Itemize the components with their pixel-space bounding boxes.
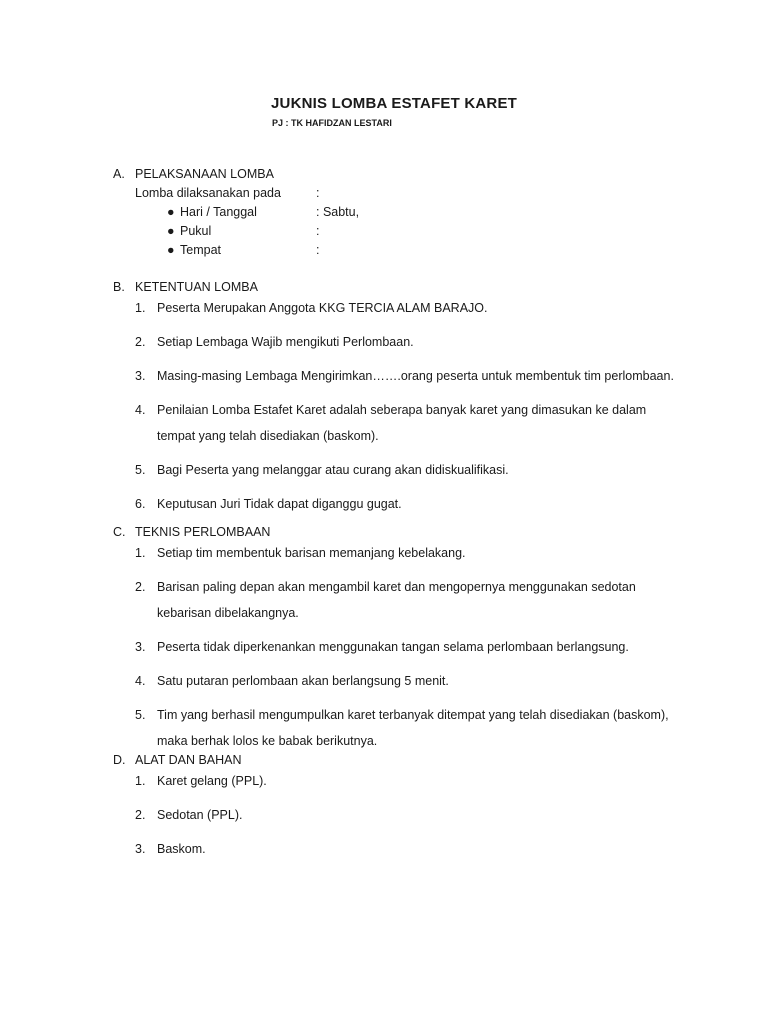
intro-row [135, 186, 359, 200]
section-title: TEKNIS PERLOMBAAN [135, 525, 271, 539]
list-text: Peserta tidak diperkenankan menggunakan tangan selama perlombaan berlangsung. [157, 640, 629, 654]
list-text: Bagi Peserta yang melanggar atau curang akan didiskualifikasi. [157, 463, 509, 477]
list-number: 2. [135, 580, 146, 594]
section-letter: B. [113, 280, 125, 294]
list-number: 1. [135, 774, 146, 788]
list-number: 3. [135, 369, 146, 383]
bullet-value: : [316, 224, 320, 238]
section-letter: A. [113, 167, 125, 181]
section-teknis [113, 525, 677, 754]
list-text: Setiap tim membentuk barisan memanjang kebelakang. [157, 546, 466, 560]
list-number: 1. [135, 546, 146, 560]
bullet-dot-icon: ● [167, 224, 175, 238]
list-text: Satu putaran perlombaan akan berlangsung 5 menit. [157, 674, 449, 688]
list-item [113, 702, 677, 754]
list-item [113, 574, 677, 626]
bullet-dot-icon: ● [167, 205, 175, 219]
section-title: ALAT DAN BAHAN [135, 753, 242, 767]
list-number: 5. [135, 463, 146, 477]
section-heading [113, 753, 677, 767]
list-item [113, 363, 677, 389]
list-item [113, 397, 677, 449]
bullet-dot-icon: ● [167, 243, 175, 257]
section-letter: D. [113, 753, 126, 767]
section-letter: C. [113, 525, 126, 539]
list-text: Penilaian Lomba Estafet Karet adalah seberapa banyak karet yang dimasukan ke dalam tempat yang telah disediakan (baskom). [157, 403, 647, 443]
list-item [113, 634, 677, 660]
section-heading [113, 167, 359, 181]
section-alat-bahan [113, 753, 677, 862]
list-text: Karet gelang (PPL). [157, 774, 267, 788]
document-title: JUKNIS LOMBA ESTAFET KARET [271, 95, 518, 112]
section-title: PELAKSANAAN LOMBA [135, 167, 274, 181]
list-number: 1. [135, 301, 146, 315]
section-pelaksanaan [113, 167, 359, 257]
numbered-list [113, 540, 677, 754]
list-number: 4. [135, 403, 146, 417]
list-item [113, 802, 677, 828]
list-number: 3. [135, 842, 146, 856]
list-text: Masing-masing Lembaga Mengirimkan…….orang peserta untuk membentuk tim perlombaan. [157, 369, 674, 383]
list-text: Keputusan Juri Tidak dapat diganggu gugat. [157, 497, 402, 511]
list-item [113, 295, 677, 321]
list-text: Barisan paling depan akan mengambil karet dan mengopernya menggunakan sedotan kebarisan dibelakangnya. [157, 580, 636, 620]
intro-label: Lomba dilaksanakan pada [135, 186, 281, 200]
numbered-list [113, 768, 677, 862]
bullet-value: : [316, 243, 320, 257]
list-item [113, 329, 677, 355]
list-item [113, 540, 677, 566]
list-item [113, 491, 677, 517]
bullet-row [167, 205, 359, 219]
list-item [113, 768, 677, 794]
list-item [113, 457, 677, 483]
intro-value: : [316, 186, 320, 200]
numbered-list [113, 295, 677, 517]
bullet-row [167, 243, 359, 257]
bullet-row [167, 224, 359, 238]
document-subtitle: PJ : TK HAFIDZAN LESTARI [272, 118, 392, 128]
list-item [113, 836, 677, 862]
section-heading [113, 280, 677, 294]
list-text: Sedotan (PPL). [157, 808, 243, 822]
list-number: 4. [135, 674, 146, 688]
bullet-label: Pukul [180, 224, 212, 238]
list-text: Baskom. [157, 842, 206, 856]
list-number: 3. [135, 640, 146, 654]
list-text: Peserta Merupakan Anggota KKG TERCIA ALAM BARAJO. [157, 301, 488, 315]
list-text: Setiap Lembaga Wajib mengikuti Perlombaan. [157, 335, 414, 349]
list-item [113, 668, 677, 694]
list-number: 2. [135, 808, 146, 822]
section-heading [113, 525, 677, 539]
bullet-value: : Sabtu, [316, 205, 360, 219]
list-text: Tim yang berhasil mengumpulkan karet terbanyak ditempat yang telah disediakan (baskom), maka berhak lolos ke babak berikutnya. [157, 708, 669, 748]
section-title: KETENTUAN LOMBA [135, 280, 258, 294]
section-ketentuan [113, 280, 677, 517]
list-number: 6. [135, 497, 146, 511]
bullet-label: Tempat [180, 243, 221, 257]
list-number: 2. [135, 335, 146, 349]
list-number: 5. [135, 708, 146, 722]
bullet-label: Hari / Tanggal [180, 205, 257, 219]
